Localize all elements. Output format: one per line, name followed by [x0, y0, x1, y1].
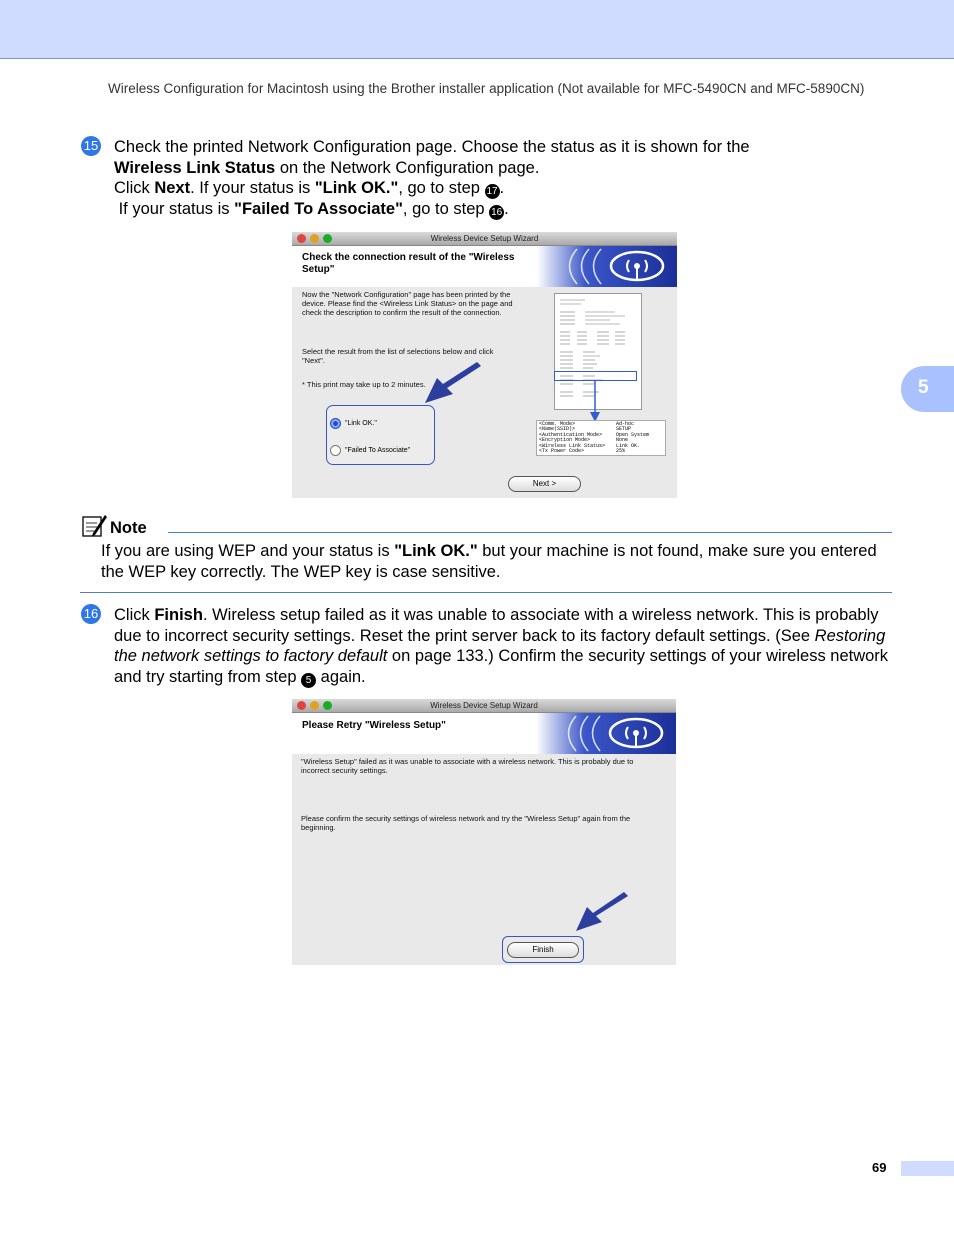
step-15-line-1: Check the printed Network Configuration page. Choose the status as it is shown for the — [114, 138, 750, 156]
step-15-line-2: Wireless Link Status on the Network Configuration page. — [114, 158, 540, 177]
step-15-text — [114, 137, 894, 220]
step-16-text: Click Finish. Wireless setup failed as it was unable to associate with a wireless network. This is probably due to incorrect security settings. Reset the print server back to its factory default settings. (See Restoring the network settings to factory default on page 133.) Confirm the security settings of your wireless network and try starting from step 5 again. — [114, 606, 889, 686]
minimize-dot-icon[interactable] — [310, 234, 319, 243]
callout-value-2: Open System — [616, 431, 650, 438]
wireless-logo-icon — [536, 713, 676, 754]
running-header: Wireless Configuration for Macintosh using the Brother installer application (Not available for MFC-5490CN and MFC-5890CN) — [108, 81, 865, 96]
result-options-group — [326, 405, 435, 465]
callout-label-1: <Name(SSID)> — [539, 426, 576, 433]
finish-button-highlight — [502, 936, 584, 963]
wizard-heading: Please Retry "Wireless Setup" — [302, 720, 446, 731]
retry-instruction: Please confirm the security settings of wireless network and try the "Wireless Setup" again from the beginning. — [301, 814, 631, 832]
footer-band — [901, 1161, 954, 1176]
wizard-heading: Check the connection result of the "Wireless Setup" — [302, 252, 515, 275]
instruction-paragraph: Now the "Network Configuration" page has been printed by the device. Please find the <Wireless Link Status> on the page and check the description to confirm the result of the connection. — [302, 290, 513, 317]
wizard-header — [292, 246, 677, 287]
finish-term: Finish — [154, 606, 203, 624]
radio-unselected-icon[interactable] — [330, 445, 341, 456]
pointer-arrow-icon — [425, 362, 483, 404]
finish-button[interactable]: Finish — [507, 942, 579, 958]
wireless-logo-icon — [537, 246, 677, 287]
note-label: Note — [110, 519, 147, 537]
failure-explanation: "Wireless Setup" failed as it was unable to associate with a wireless network. This is probably due to incorrect security settings. — [301, 757, 634, 775]
note-text: If you are using WEP and your status is "Link OK." but your machine is not found, make sure you entered the WEP key correctly. The WEP key is case sensitive. — [101, 542, 877, 581]
callout-label-2: <Authentication Mode> — [539, 431, 603, 438]
callout-value-3: None — [616, 437, 629, 444]
step-15-line-4: If your status is "Failed To Associate", go to step 16 . — [114, 200, 509, 218]
callout-value-5: 25% — [616, 448, 626, 455]
down-arrow-icon — [589, 380, 601, 422]
chapter-number: 5 — [918, 377, 929, 398]
step-16-ref-icon: 16 — [491, 207, 503, 218]
page-number: 69 — [872, 1160, 887, 1175]
callout-value-4: Link OK. — [616, 442, 641, 449]
close-dot-icon[interactable] — [297, 234, 306, 243]
header-band — [0, 0, 954, 59]
wizard-header — [292, 713, 676, 754]
pointer-arrow-icon — [576, 892, 630, 932]
callout-label-4: <Wireless Link Status> — [539, 442, 606, 449]
radio-failed-to-associate[interactable]: "Failed To Associate" — [330, 445, 410, 456]
wireless-link-status-term: Wireless Link Status — [114, 158, 276, 177]
step-15-badge: 15 — [81, 136, 101, 156]
note-rule-top — [168, 532, 892, 533]
note-rule-bottom — [80, 592, 892, 593]
config-callout — [536, 420, 666, 456]
wizard-window-connection-result — [292, 232, 677, 498]
next-button[interactable]: Next > — [508, 476, 581, 492]
chapter-tab — [901, 366, 954, 412]
wizard-window-retry — [292, 699, 676, 965]
window-title: Wireless Device Setup Wizard — [430, 234, 539, 243]
zoom-dot-icon[interactable] — [323, 234, 332, 243]
callout-values — [616, 422, 662, 454]
select-instruction: Select the result from the list of selections below and click "Next". — [302, 347, 494, 365]
radio-link-ok[interactable]: "Link OK." — [330, 418, 377, 429]
callout-label-3: <Encryption Mode> — [539, 437, 591, 444]
window-titlebar — [292, 232, 677, 246]
note-pencil-icon — [81, 513, 108, 538]
callout-label-0: <Comm. Mode> — [539, 421, 576, 427]
step-15-line-3: Click Next. If your status is "Link OK.", go to step 17 . — [114, 179, 505, 197]
step-5-ref-icon: 5 — [301, 673, 316, 688]
minimize-dot-icon[interactable] — [310, 701, 319, 710]
callout-value-0: Ad-hoc — [616, 421, 635, 427]
step-17-ref-icon: 17 — [486, 186, 498, 197]
step-16-badge: 16 — [81, 604, 101, 624]
window-title: Wireless Device Setup Wizard — [430, 701, 538, 710]
print-time-note: * This print may take up to 2 minutes. — [302, 380, 426, 389]
callout-value-1: SETUP — [616, 426, 632, 433]
zoom-dot-icon[interactable] — [323, 701, 332, 710]
window-titlebar — [292, 699, 676, 713]
radio-selected-icon[interactable] — [330, 418, 341, 429]
close-dot-icon[interactable] — [297, 701, 306, 710]
callout-labels — [539, 422, 614, 454]
reference-link[interactable]: Restoring the network settings to factory default — [114, 626, 886, 665]
callout-label-5: <Tx Power Code> — [539, 448, 585, 455]
